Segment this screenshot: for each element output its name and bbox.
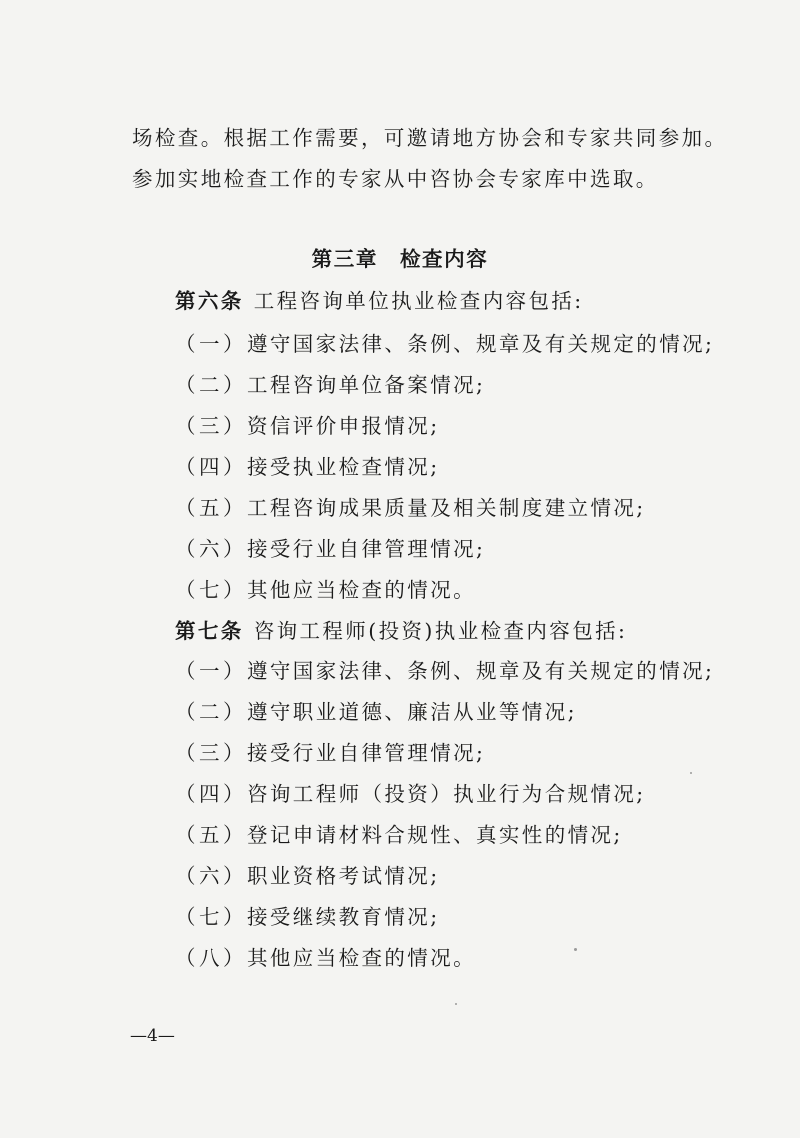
item-text: 工程咨询成果质量及相关制度建立情况; <box>247 496 646 520</box>
chapter-label: 第三章 <box>311 247 378 271</box>
article-6-heading <box>175 287 584 315</box>
item-text: 资信评价申报情况; <box>247 414 440 438</box>
chapter-heading <box>0 245 800 273</box>
item-text: 登记申请材料合规性、真实性的情况; <box>247 823 623 847</box>
item-number: （二） <box>175 373 247 397</box>
item-number: （八） <box>175 946 247 970</box>
item-number: （三） <box>175 414 247 438</box>
intro-line-1: 场检查。根据工作需要，可邀请地方协会和专家共同参加。 <box>132 126 728 150</box>
article-6-label: 第六条 <box>175 289 244 313</box>
list-item <box>175 535 485 563</box>
article-6-text: 工程咨询单位执业检查内容包括: <box>253 289 584 313</box>
item-text: 工程咨询单位备案情况; <box>247 373 486 397</box>
scan-speck <box>690 772 692 774</box>
item-text: 接受行业自律管理情况; <box>247 537 486 561</box>
list-item <box>175 576 476 604</box>
item-number: （六） <box>175 537 247 561</box>
list-item <box>175 903 440 931</box>
item-number: （一） <box>175 332 247 356</box>
item-text: 其他应当检查的情况。 <box>247 946 476 970</box>
scan-speck <box>455 1003 457 1005</box>
list-item <box>175 371 485 399</box>
item-text: 接受行业自律管理情况; <box>247 741 486 765</box>
list-item <box>175 698 577 726</box>
list-item <box>175 412 440 440</box>
list-item <box>175 494 646 522</box>
item-number: （三） <box>175 741 247 765</box>
scan-speck <box>574 948 577 951</box>
item-number: （七） <box>175 905 247 929</box>
item-text: 其他应当检查的情况。 <box>247 578 476 602</box>
item-text: 遵守国家法律、条例、规章及有关规定的情况; <box>247 332 715 356</box>
article-7-heading <box>175 617 627 645</box>
item-text: 接受继续教育情况; <box>247 905 440 929</box>
item-number: （五） <box>175 823 247 847</box>
list-item <box>175 821 623 849</box>
item-text: 接受执业检查情况; <box>247 455 440 479</box>
item-number: （七） <box>175 578 247 602</box>
item-number: （四） <box>175 782 247 806</box>
item-number: （六） <box>175 864 247 888</box>
list-item <box>175 453 440 481</box>
article-7-text: 咨询工程师(投资)执业检查内容包括: <box>253 619 628 643</box>
list-item <box>175 330 714 358</box>
item-number: （二） <box>175 700 247 724</box>
item-text: 职业资格考试情况; <box>247 864 440 888</box>
list-item <box>175 862 440 890</box>
list-item <box>175 657 714 685</box>
list-item <box>175 780 646 808</box>
page-number: —4— <box>130 1026 175 1046</box>
item-text: 咨询工程师（投资）执业行为合规情况; <box>247 782 646 806</box>
item-text: 遵守职业道德、廉洁从业等情况; <box>247 700 577 724</box>
list-item <box>175 739 485 767</box>
article-7-label: 第七条 <box>175 619 244 643</box>
item-number: （五） <box>175 496 247 520</box>
list-item <box>175 944 476 972</box>
item-number: （一） <box>175 659 247 683</box>
item-text: 遵守国家法律、条例、规章及有关规定的情况; <box>247 659 715 683</box>
item-number: （四） <box>175 455 247 479</box>
chapter-title: 检查内容 <box>399 247 489 271</box>
intro-line-2: 参加实地检查工作的专家从中咨协会专家库中选取。 <box>132 167 659 191</box>
